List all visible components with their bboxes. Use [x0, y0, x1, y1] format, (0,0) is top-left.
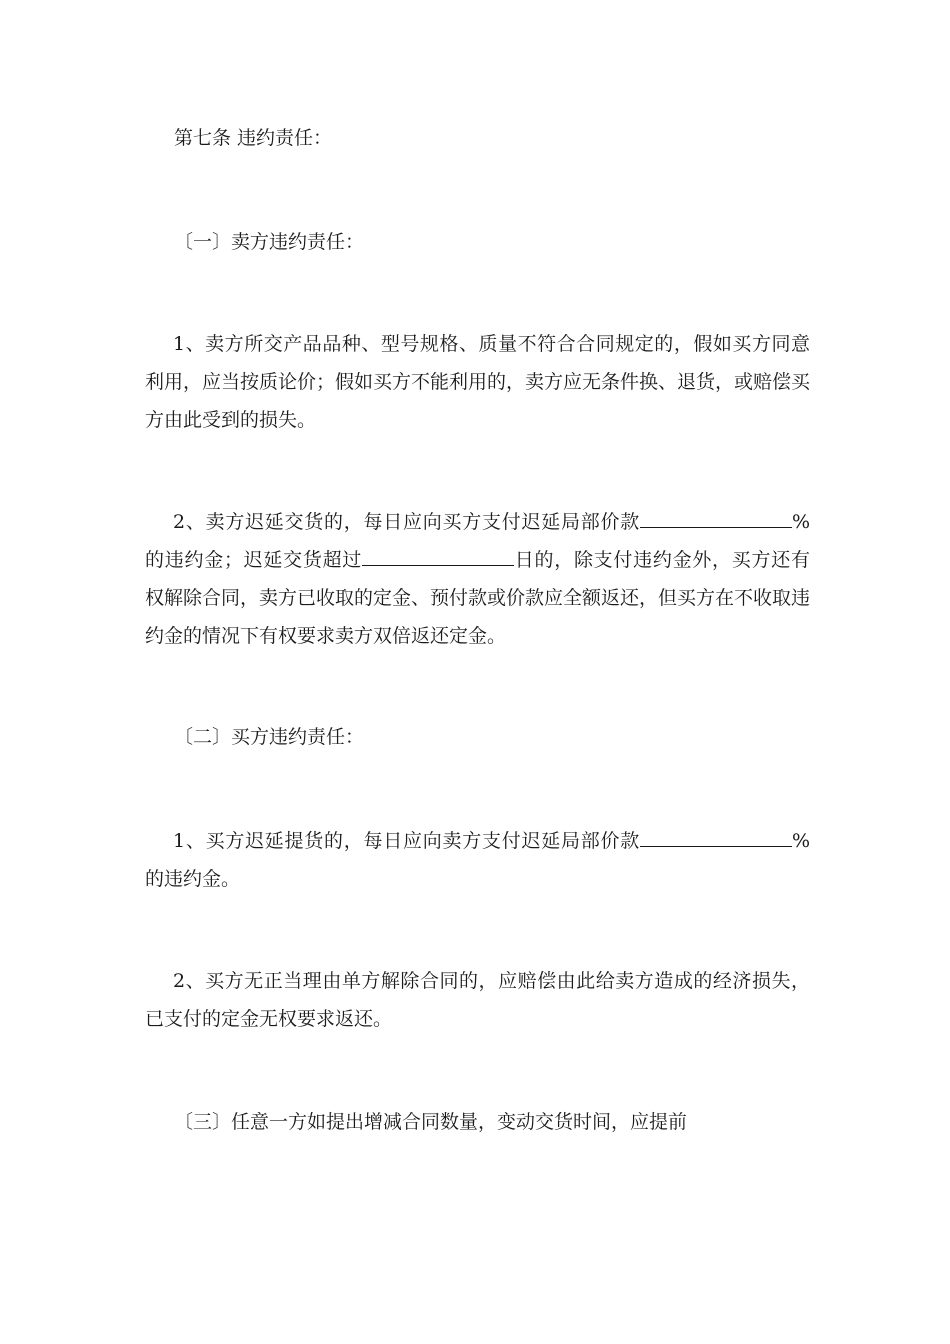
buyer-item-1-text-b: %的违约金。 — [145, 830, 810, 890]
penalty-rate-blank — [640, 509, 792, 528]
delay-days-blank — [362, 547, 514, 566]
seller-section-heading: 〔一〕卖方违约责任： — [174, 231, 365, 253]
seller-item-2-text-b: %的违约金；迟延交货超过 — [145, 511, 810, 571]
seller-item-1: 1、卖方所交产品品种、型号规格、质量不符合合同规定的，假如买方同意利用，应当按质论价；假如买方不能利用的，卖方应无条件换、退货，或赔偿买方由此受到的损失。 — [145, 333, 811, 431]
buyer-section-heading: 〔二〕买方违约责任： — [174, 726, 365, 748]
buyer-item-1-text-a: 1、买方迟延提货的，每日应向卖方支付迟延局部价款 — [173, 830, 640, 852]
third-section-text: 〔三〕任意一方如提出增减合同数量，变动交货时间，应提前 — [174, 1111, 688, 1133]
buyer-penalty-rate-blank — [640, 828, 792, 847]
article-title: 第七条 违约责任： — [174, 127, 333, 149]
buyer-item-2: 2、买方无正当理由单方解除合同的，应赔偿由此给卖方造成的经济损失，已支付的定金无权要求返还。 — [145, 970, 810, 1030]
seller-item-2 — [145, 503, 810, 655]
buyer-item-1 — [145, 822, 810, 898]
seller-item-2-text-a: 2、卖方迟延交货的，每日应向买方支付迟延局部价款 — [173, 511, 640, 533]
seller-item-2-text-c: 日的，除支付违约金外，买方还有权解除合同，卖方已收取的定金、预付款或价款应全额返还，但买方在不收取违约金的情况下有权要求卖方双倍返还定金。 — [145, 549, 811, 647]
